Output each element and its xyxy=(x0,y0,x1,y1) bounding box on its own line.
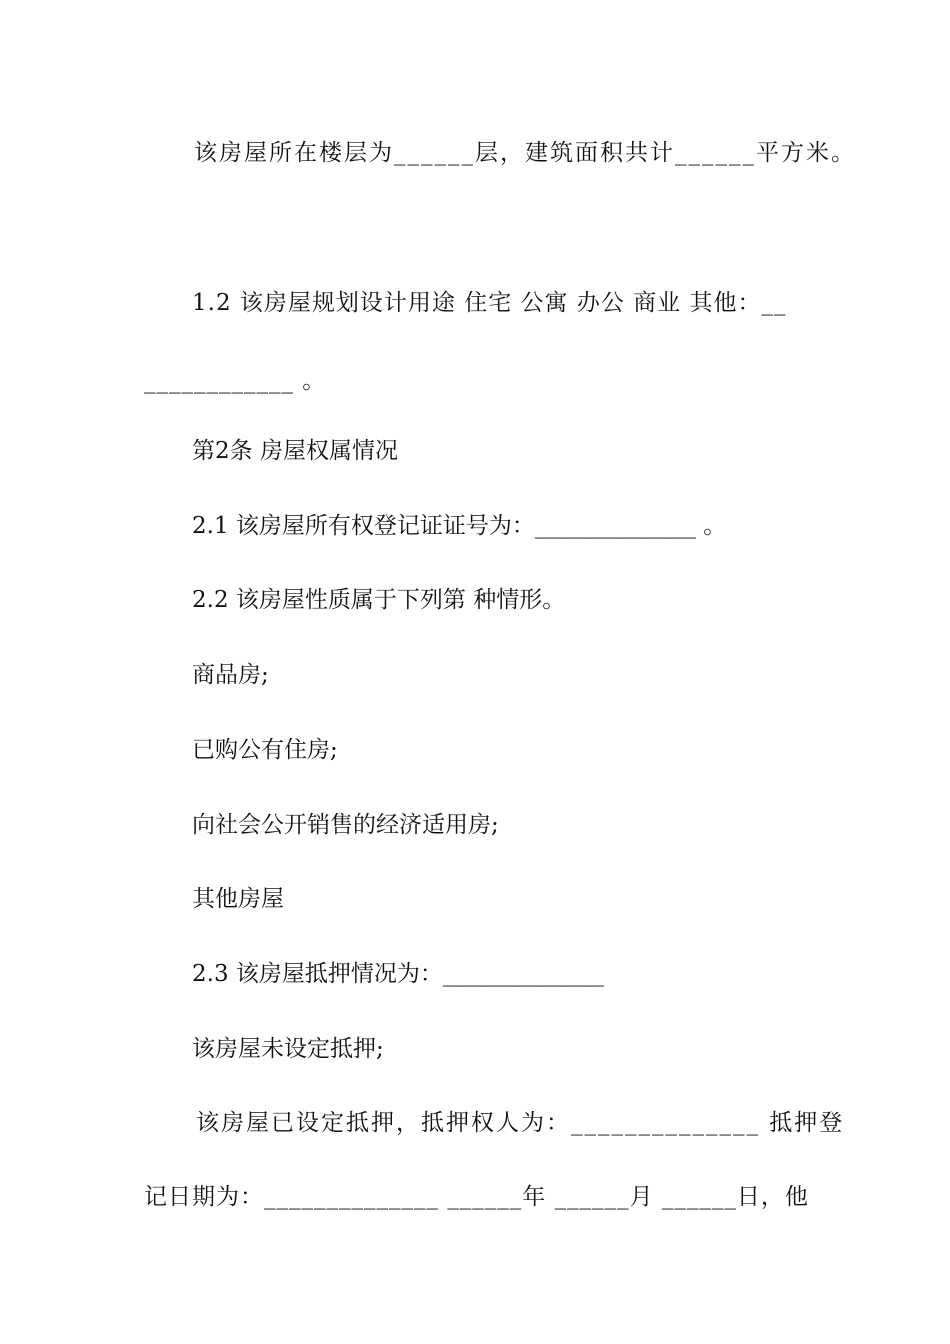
clause-1-2-usage: 1.2 该房屋规划设计用途 住宅 公寓 办公 商业 其他：__ xyxy=(192,290,787,316)
option-commercial-housing: 商品房; xyxy=(192,662,269,688)
option-no-mortgage: 该房屋未设定抵押; xyxy=(192,1036,384,1062)
paragraph-floor-area: 该房屋所在楼层为______层，建筑面积共计______平方米。 xyxy=(194,140,856,166)
clause-2-2-nature: 2.2 该房屋性质属于下列第 种情形。 xyxy=(192,587,566,613)
option-other-housing: 其他房屋 xyxy=(192,886,284,912)
clause-1-2-usage-continued: ____________ 。 xyxy=(144,368,327,394)
clause-2-1-certificate: 2.1 该房屋所有权登记证证号为：______________ 。 xyxy=(192,513,727,539)
option-public-housing: 已购公有住房; xyxy=(192,737,338,763)
option-affordable-housing: 向社会公开销售的经济适用房; xyxy=(192,812,499,838)
mortgage-registration-date: 记日期为：______________ ______年 ______月 ______日，他 xyxy=(144,1184,809,1210)
article-2-heading: 第2条 房屋权属情况 xyxy=(192,438,398,464)
clause-2-3-mortgage: 2.3 该房屋抵押情况为：______________ xyxy=(192,961,604,987)
option-mortgaged: 该房屋已设定抵押，抵押权人为：______________ 抵押登 xyxy=(196,1110,845,1136)
